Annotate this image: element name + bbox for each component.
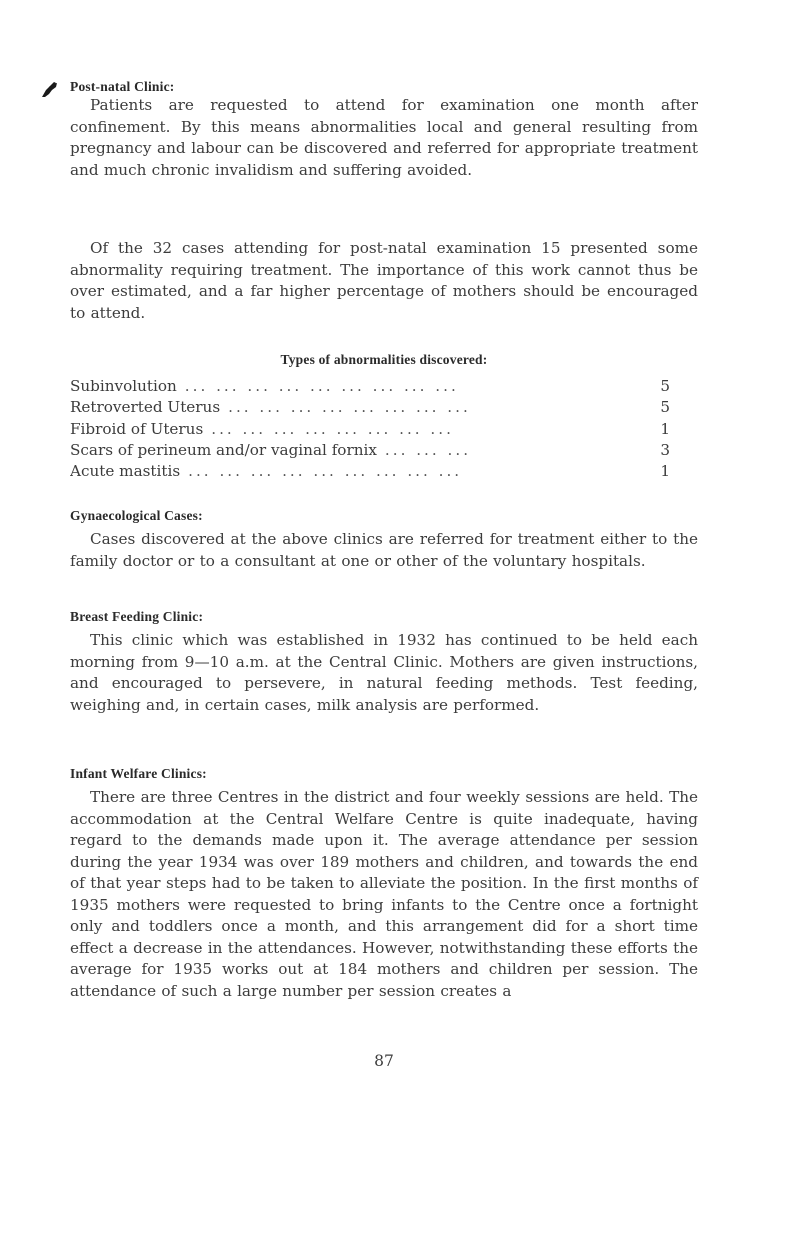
heading-types-of-abnormalities: Types of abnormalities discovered: — [280, 352, 488, 367]
paragraph-gynaecological: Cases discovered at the above clinics are referred for treatment either to the family doctor or to a consultant at one or other of the voluntary hospitals. — [70, 530, 698, 570]
row-leader-dots: ... ... ... ... ... ... ... ... ... — [184, 377, 459, 395]
paragraph-postnatal-1: Patients are requested to attend for examination one month after confinement. By this means abnormalities local and general resulting from pregnancy and labour can be discovered and referred for appropriate treatment and much chronic invalidism and suffering avoided. — [70, 96, 698, 179]
heading-gynaecological-cases: Gynaecological Cases: — [70, 508, 203, 523]
page-number: 87 — [374, 1052, 394, 1070]
row-value: 5 — [660, 398, 670, 417]
paragraph-infant-welfare: There are three Centres in the district and four weekly sessions are held. The accommodation at the Central Welfare Centre is quite inadequate, having regard to the demands made upon it. The average attendance per session during the year 1934 was over 189 mothers and children, and towards the end of that year steps had to be taken to alleviate the position. In the first months of 1935 mothers were requested to bring infants to the Centre once a fortnight only and toddlers once a month, and this arrangement did for a short time effect a decrease in the attendances. However, notwithstanding these efforts the average for 1935 works out at 184 mothers and children per session. The attendance of such a large number per session creates a — [70, 788, 698, 1000]
row-value: 5 — [660, 377, 670, 395]
row-label: Subinvolution — [70, 377, 177, 395]
table-row — [70, 398, 670, 419]
table-row — [70, 377, 670, 398]
table-row — [70, 441, 670, 462]
row-label: Retroverted Uterus — [70, 398, 221, 417]
paragraph-postnatal-2: Of the 32 cases attending for post-natal examination 15 presented some abnormality requiring treatment. The importance of this work cannot thus be over estimated, and a far higher percentage of mothers should be encouraged to attend. — [70, 239, 698, 322]
row-label: Scars of perineum and/or vaginal fornix — [70, 440, 377, 459]
heading-breast-feeding-clinic: Breast Feeding Clinic: — [70, 609, 204, 624]
heading-text: Post-natal Clinic: — [70, 79, 175, 94]
abnormalities-table — [70, 377, 670, 483]
row-leader-dots: ... ... ... ... ... ... ... ... ... — [188, 462, 463, 481]
table-row — [70, 420, 670, 441]
heading-infant-welfare-clinics: Infant Welfare Clinics: — [70, 766, 207, 781]
row-leader-dots: ... ... ... — [384, 440, 472, 459]
row-label: Fibroid of Uterus — [70, 419, 204, 438]
hand-pointer-icon — [40, 81, 60, 99]
row-value: 3 — [660, 440, 670, 459]
table-row — [70, 462, 670, 483]
row-value: 1 — [660, 419, 670, 438]
row-value: 1 — [660, 462, 670, 481]
row-leader-dots: ... ... ... ... ... ... ... ... — [228, 398, 471, 417]
paragraph-breast-feeding: This clinic which was established in 1932 has continued to be held each morning from 9—10 a.m. at the Central Clinic. Mothers are given instructions, and encouraged to persevere, in natural feeding methods. Test feeding, weighing and, in certain cases, milk analysis are performed. — [70, 631, 698, 714]
row-leader-dots: ... ... ... ... ... ... ... ... — [211, 419, 454, 438]
heading-post-natal-clinic — [70, 79, 174, 95]
row-label: Acute mastitis — [70, 462, 181, 481]
document-page — [70, 0, 700, 1240]
